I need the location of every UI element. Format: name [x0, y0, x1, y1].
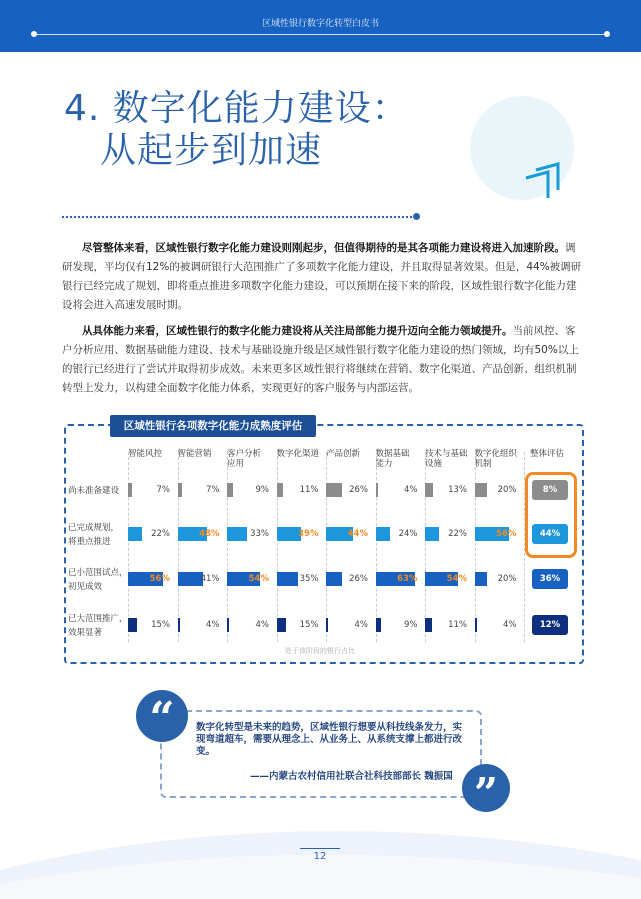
cell-value: 11%	[299, 485, 319, 495]
cell-value: 26%	[349, 574, 368, 584]
column-header: 技术与基础 设施	[425, 449, 468, 469]
table-bar	[376, 618, 382, 632]
paragraph-1	[62, 239, 582, 315]
column-header: 数字化组织 机制	[474, 449, 518, 469]
column-header: 客户分析 应用	[227, 449, 262, 469]
cell-value: 56%	[149, 574, 170, 584]
table-bar	[475, 618, 477, 632]
column-divider	[425, 452, 426, 642]
header-rule-dot-right	[604, 31, 610, 37]
paragraph-1-body: 调研发现，平均仅有12%的被调研银行大范围推广了多项数字化能力建设，并且取得显著效果。但是，44%被调研银行已经完成了规划，即将重点推进多项数字化能力建设，可以预期在接下来的阶段，区域性银行数字化能力建设将会进入高速发展时期。	[62, 242, 582, 311]
overall-rating: 12%	[532, 615, 568, 635]
paragraph-2	[62, 322, 582, 398]
cell-value: 22%	[448, 529, 467, 539]
column-header: 智能营销	[177, 449, 212, 459]
cell-value: 24%	[398, 529, 418, 539]
section-title-line1: 4. 数字化能力建设：	[64, 88, 409, 129]
cell-value: 41%	[200, 574, 220, 584]
cell-value: 48%	[199, 529, 220, 539]
table-bar	[178, 483, 182, 497]
cell-value: 20%	[497, 485, 517, 495]
overall-rating: 8%	[532, 480, 568, 500]
column-header: 产品创新	[326, 449, 361, 459]
column-divider	[178, 452, 179, 642]
overall-rating: 36%	[532, 569, 568, 589]
highlight-frame	[525, 472, 577, 558]
page-number: 12	[300, 848, 340, 862]
title-separator	[62, 216, 416, 218]
cell-value: 54%	[446, 574, 467, 584]
cell-value: 26%	[349, 485, 368, 495]
cell-value: 4%	[404, 485, 418, 495]
cell-value: 15%	[151, 620, 170, 630]
open-quote-icon: “	[136, 690, 188, 742]
overall-rating: 44%	[532, 524, 568, 544]
header-rule-dot-left	[31, 31, 37, 37]
row-header: 已完成规划， 将重点推进	[68, 523, 120, 547]
cell-value: 54%	[248, 574, 269, 584]
column-header: 数字化渠道	[276, 449, 320, 459]
column-divider	[475, 452, 476, 642]
cell-value: 4%	[206, 620, 220, 630]
separator-dot	[413, 213, 420, 220]
cell-value: 39%	[298, 529, 319, 539]
table-bar	[425, 483, 433, 497]
section-title	[64, 88, 409, 172]
table-bar	[425, 618, 432, 632]
cell-value: 15%	[299, 620, 319, 630]
cell-value: 4%	[255, 620, 269, 630]
table-bar	[128, 483, 132, 497]
column-header: 智能风控	[128, 449, 163, 459]
table-bar	[178, 618, 180, 632]
document-title: 区域性银行数字化转型白皮书	[261, 19, 379, 29]
cell-value: 33%	[250, 529, 269, 539]
section-title-line2: 从起步到加速	[100, 130, 323, 171]
row-header: 尚未准备建设	[68, 486, 120, 496]
arrow-up-right-icon	[522, 158, 568, 204]
column-header: 数据基础 能力	[375, 449, 410, 469]
header-rule	[34, 34, 607, 35]
table-bar	[227, 618, 229, 632]
table-bar	[277, 483, 284, 497]
paragraph-2-lead: 从具体能力来看，区域性银行的数字化能力建设将从关注局部能力提升迈向全能力领域提升。	[82, 325, 513, 337]
cell-value: 4%	[354, 620, 368, 630]
cell-value: 35%	[299, 574, 319, 584]
cell-value: 9%	[404, 620, 418, 630]
row-header: 已小范围试点， 初见成效	[68, 568, 128, 592]
cell-value: 56%	[496, 529, 517, 539]
cell-value: 7%	[206, 485, 220, 495]
column-divider	[376, 452, 377, 642]
column-divider	[277, 452, 278, 642]
paragraph-1-lead: 尽管整体来看，区域性银行数字化能力建设则刚起步，但值得期待的是其各项能力建设将进入加速阶段。	[82, 242, 565, 254]
quote-source: ——内蒙古农村信用社联合社科技部部长 魏振国	[250, 771, 453, 782]
column-divider	[227, 452, 228, 642]
cell-value: 11%	[448, 620, 467, 630]
cell-value: 44%	[347, 529, 368, 539]
chart-title: 区域性银行各项数字化能力成熟度评估	[110, 415, 316, 437]
quote-text: 数字化转型是未来的趋势，区域性银行想要从科技线条发力，实现弯道超车，需要从理念上、从业务上、从系统支撑上都进行改变。	[196, 722, 463, 757]
cell-value: 7%	[156, 485, 170, 495]
paragraph-2-body: 当前风控、客户分析应用、数据基础能力建设、技术与基础设施升级是区域性银行数字化能力建设的热门领域，均有50%以上的银行已经进行了尝试并取得初步成效。未来更多区域性银行将继续在营销、数字化渠道、产品创新、组织机制转型上发力，以构建全面数字化能力体系，实现更好的客户服务与内部运营。	[62, 325, 579, 394]
column-divider	[128, 452, 129, 642]
close-quote-icon: ”	[462, 764, 510, 812]
cell-value: 20%	[497, 574, 517, 584]
header-bar	[0, 0, 641, 52]
chart-note: 处于该阶段的银行占比	[285, 647, 355, 655]
cell-value: 63%	[397, 574, 418, 584]
table-bar	[326, 618, 328, 632]
overall-column-header: 整体评估	[530, 449, 565, 459]
cell-value: 9%	[255, 485, 269, 495]
table-bar	[227, 483, 233, 497]
column-divider	[326, 452, 327, 642]
cell-value: 13%	[448, 485, 467, 495]
cell-value: 4%	[503, 620, 517, 630]
table-bar	[376, 483, 378, 497]
cell-value: 22%	[151, 529, 170, 539]
row-header: 已大范围推广， 效果显著	[68, 614, 128, 638]
